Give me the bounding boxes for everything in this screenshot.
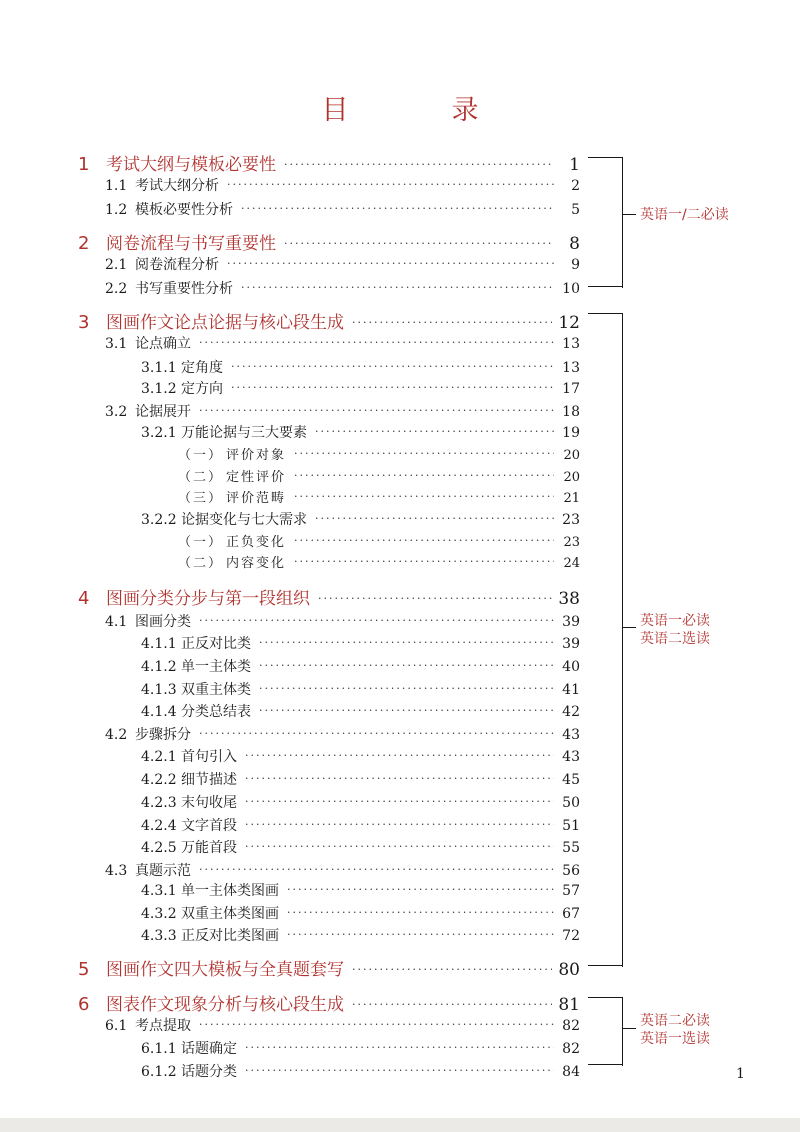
toc-leader-dots <box>294 555 554 568</box>
toc-entry-page: 17 <box>562 381 580 397</box>
bracket-tick <box>622 1028 636 1029</box>
toc-entry-page: 18 <box>562 404 580 420</box>
toc-entry-page: 56 <box>562 863 580 879</box>
toc-entry-number: 1 <box>78 154 90 175</box>
toc-entry-number: 4.2.5 <box>141 840 177 856</box>
toc-entry <box>105 611 580 631</box>
toc-entry-page: 84 <box>562 1064 580 1080</box>
toc-entry-page: 45 <box>562 772 580 788</box>
toc-entry-page: 81 <box>558 995 580 1015</box>
toc-leader-dots <box>284 237 554 250</box>
toc-entry-number: 1.1 <box>105 178 128 194</box>
toc-leader-dots <box>287 928 554 941</box>
bracket-label-line: 英语二必读 <box>640 1013 710 1029</box>
toc-entry-number: 1.2 <box>105 202 128 218</box>
toc-entry-number: （三） <box>178 491 224 506</box>
bracket-connector <box>588 1064 622 1065</box>
toc-entry-title: 图画作文四大模板与全真题套写 <box>106 960 344 980</box>
toc-entry-title: 书写重要性分析 <box>135 281 233 297</box>
toc-leader-dots <box>259 704 554 717</box>
toc-entry <box>141 925 580 945</box>
toc-entry <box>141 679 580 699</box>
toc-entry-title: 单一主体类图画 <box>181 883 279 899</box>
toc-entry-title: 单一主体类 <box>181 659 251 675</box>
toc-entry <box>105 1015 580 1035</box>
toc-entry-page: 50 <box>562 795 580 811</box>
toc-entry <box>178 487 580 506</box>
toc-entry-page: 82 <box>562 1018 580 1034</box>
toc-entry-number: 3.2.1 <box>141 425 177 441</box>
toc-entry-page: 1 <box>569 155 580 175</box>
toc-entry-page: 23 <box>563 535 580 550</box>
bracket-tick <box>622 214 636 215</box>
toc-entry <box>141 880 580 900</box>
toc-entry-page: 57 <box>562 883 580 899</box>
toc-entry <box>141 1061 580 1081</box>
toc-entry-title: 考试大纲分析 <box>135 178 219 194</box>
toc-entry-title: 万能论据与三大要素 <box>181 425 307 441</box>
toc-leader-dots <box>294 447 554 460</box>
toc-leader-dots <box>294 534 554 547</box>
toc-leader-dots <box>245 818 554 831</box>
toc-entry-title: 定性评价 <box>226 470 287 485</box>
toc-entry-title: 万能首段 <box>181 840 237 856</box>
toc-entry-page: 72 <box>562 928 580 944</box>
toc-entry <box>141 378 580 398</box>
toc-entry-number: 2.2 <box>105 281 128 297</box>
toc-entry <box>78 584 580 609</box>
toc-leader-dots <box>287 883 554 896</box>
toc-leader-dots <box>245 795 554 808</box>
toc-leader-dots <box>352 998 552 1011</box>
toc-entry-number: 2.1 <box>105 257 128 273</box>
bracket-label-1 <box>640 206 729 224</box>
toc-entry <box>78 308 580 333</box>
toc-entry <box>105 401 580 421</box>
toc-entry-page: 2 <box>571 178 580 194</box>
toc-leader-dots <box>245 749 554 762</box>
toc-entry-page: 55 <box>562 840 580 856</box>
toc-entry <box>105 199 580 219</box>
toc-entry <box>105 333 580 353</box>
bracket-connector <box>588 313 622 314</box>
bracket-connector <box>588 157 622 158</box>
toc-entry-number: （二） <box>178 556 224 571</box>
toc-entry-number: （二） <box>178 470 224 485</box>
toc-entry-page: 12 <box>558 313 580 333</box>
toc-entry-number: 4.3.2 <box>141 906 177 922</box>
toc-entry-title: 细节描述 <box>181 772 237 788</box>
bracket-label-line: 英语二选读 <box>640 631 710 647</box>
toc-entry-title: 阅卷流程与书写重要性 <box>106 234 276 254</box>
toc-entry-number: 4.2.3 <box>141 795 177 811</box>
toc-leader-dots <box>315 512 554 525</box>
toc-entry-title: 文字首段 <box>181 818 237 834</box>
toc-entry-number: （一） <box>178 535 224 550</box>
toc-entry-number: 6.1.1 <box>141 1041 177 1057</box>
toc-entry-number: 3.2.2 <box>141 512 177 528</box>
toc-entry-title: 图画分类分步与第一段组织 <box>106 589 310 609</box>
toc-entry-title: 双重主体类图画 <box>181 906 279 922</box>
toc-entry-number: 6.1 <box>105 1018 128 1034</box>
toc-entry-page: 43 <box>562 749 580 765</box>
toc-entry-number: 3.2 <box>105 404 128 420</box>
toc-entry-number: 3.1.1 <box>141 360 177 376</box>
page-title: 目 录 <box>321 95 517 126</box>
bracket-connector <box>588 997 622 998</box>
toc-entry <box>141 422 580 442</box>
toc-leader-dots <box>294 469 554 482</box>
toc-entry-page: 41 <box>562 682 580 698</box>
toc-entry-title: 评价对象 <box>226 448 287 463</box>
toc-entry-page: 23 <box>562 512 580 528</box>
toc-entry-title: 分类总结表 <box>181 704 251 720</box>
toc-entry <box>105 175 580 195</box>
toc-entry-page: 51 <box>562 818 580 834</box>
toc-leader-dots <box>245 1064 554 1077</box>
bracket-label-2 <box>640 612 710 648</box>
toc-leader-dots <box>231 360 554 373</box>
toc-entry-number: 3 <box>78 312 90 333</box>
toc-entry <box>78 229 580 254</box>
toc-entry-title: 正反对比类图画 <box>181 928 279 944</box>
toc-entry-number: 4.3 <box>105 863 128 879</box>
toc-entry-page: 19 <box>562 425 580 441</box>
toc-entry-title: 考试大纲与模板必要性 <box>106 155 276 175</box>
toc-entry-title: 评价范畴 <box>226 491 287 506</box>
toc-entry-title: 真题示范 <box>135 863 191 879</box>
toc-entry <box>141 656 580 676</box>
toc-entry <box>141 746 580 766</box>
toc-entry-page: 24 <box>563 556 580 571</box>
toc-entry-number: 5 <box>78 959 90 980</box>
toc-entry-title: 图表作文现象分析与核心段生成 <box>106 995 344 1015</box>
toc-entry <box>141 633 580 653</box>
toc-entry <box>78 955 580 980</box>
toc-entry-title: 模板必要性分析 <box>135 202 233 218</box>
bracket-line-2 <box>622 313 623 967</box>
toc-entry-number: 4.1.1 <box>141 636 177 652</box>
toc-entry-number: 4.2.1 <box>141 749 177 765</box>
toc-entry <box>178 466 580 485</box>
toc-leader-dots <box>199 614 554 627</box>
toc-entry <box>78 990 580 1015</box>
toc-entry-number: 3.1.2 <box>141 381 177 397</box>
page-edge <box>0 1118 800 1132</box>
toc-entry <box>141 903 580 923</box>
toc-leader-dots <box>259 636 554 649</box>
toc-entry <box>105 254 580 274</box>
toc-entry-page: 13 <box>562 336 580 352</box>
toc-entry-number: 3.1 <box>105 336 128 352</box>
toc-entry-number: 4.2.2 <box>141 772 177 788</box>
toc-entry-title: 双重主体类 <box>181 682 251 698</box>
toc-leader-dots <box>241 202 554 215</box>
toc-leader-dots <box>199 727 554 740</box>
toc-entry-page: 82 <box>562 1041 580 1057</box>
toc-leader-dots <box>352 963 552 976</box>
toc-leader-dots <box>294 490 554 503</box>
toc-leader-dots <box>199 1018 554 1031</box>
toc-entry-title: 内容变化 <box>226 556 287 571</box>
bracket-connector <box>588 286 622 287</box>
toc-entry <box>105 278 580 298</box>
bracket-line-3 <box>622 997 623 1066</box>
toc-leader-dots <box>231 381 554 394</box>
toc-entry <box>178 531 580 550</box>
bracket-label-3 <box>640 1012 710 1048</box>
toc-entry-title: 阅卷流程分析 <box>135 257 219 273</box>
toc-entry-title: 步骤拆分 <box>135 727 191 743</box>
toc-entry <box>178 552 580 571</box>
toc-entry-title: 定角度 <box>181 360 223 376</box>
toc-entry-page: 13 <box>562 360 580 376</box>
toc-entry-page: 21 <box>563 491 580 506</box>
toc-entry <box>141 509 580 529</box>
toc-entry-page: 42 <box>562 704 580 720</box>
toc-entry-number: 4.1.3 <box>141 682 177 698</box>
toc-entry-title: 考点提取 <box>135 1018 191 1034</box>
toc-entry-title: 定方向 <box>181 381 223 397</box>
toc-entry-number: 4.1.4 <box>141 704 177 720</box>
toc-entry-page: 39 <box>562 614 580 630</box>
toc-entry-title: 论据展开 <box>135 404 191 420</box>
toc-entry <box>141 792 580 812</box>
toc-entry-title: 话题确定 <box>181 1041 237 1057</box>
toc-entry <box>141 357 580 377</box>
toc-entry-page: 5 <box>571 202 580 218</box>
toc-entry-title: 末句收尾 <box>181 795 237 811</box>
toc-entry-page: 10 <box>562 281 580 297</box>
toc-entry-number: 6.1.2 <box>141 1064 177 1080</box>
toc-leader-dots <box>199 863 554 876</box>
toc-leader-dots <box>227 178 554 191</box>
toc-entry <box>178 444 580 463</box>
toc-entry-page: 9 <box>571 257 580 273</box>
toc-entry-title: 论点确立 <box>135 336 191 352</box>
page-number: 1 <box>736 1066 745 1082</box>
toc-entry-page: 67 <box>562 906 580 922</box>
bracket-tick <box>622 627 636 628</box>
toc-entry-number: （一） <box>178 448 224 463</box>
toc-entry-page: 20 <box>563 470 580 485</box>
toc-leader-dots <box>245 772 554 785</box>
toc-leader-dots <box>284 158 554 171</box>
toc-leader-dots <box>259 659 554 672</box>
toc-entry-title: 首句引入 <box>181 749 237 765</box>
bracket-label-line: 英语一选读 <box>640 1031 710 1047</box>
toc-entry <box>105 860 580 880</box>
toc-entry-title: 论据变化与七大需求 <box>181 512 307 528</box>
toc-entry-title: 话题分类 <box>181 1064 237 1080</box>
toc-leader-dots <box>352 316 552 329</box>
toc-entry <box>141 769 580 789</box>
toc-entry-number: 4.1 <box>105 614 128 630</box>
toc-leader-dots <box>227 257 554 270</box>
bracket-label-line: 英语一必读 <box>640 613 710 629</box>
toc-entry-number: 4.2.4 <box>141 818 177 834</box>
toc-entry-number: 4.1.2 <box>141 659 177 675</box>
toc-entry <box>141 1038 580 1058</box>
bracket-line-1 <box>622 157 623 288</box>
toc-leader-dots <box>318 592 552 605</box>
bracket-label-line: 英语一/二必读 <box>640 207 729 223</box>
toc-leader-dots <box>287 906 554 919</box>
toc-entry-title: 图画作文论点论据与核心段生成 <box>106 313 344 333</box>
toc-leader-dots <box>245 840 554 853</box>
toc-entry-number: 4 <box>78 588 90 609</box>
toc-entry-number: 4.3.3 <box>141 928 177 944</box>
toc-entry-page: 20 <box>563 448 580 463</box>
toc-entry <box>141 701 580 721</box>
toc-entry-title: 正反对比类 <box>181 636 251 652</box>
toc-entry <box>105 724 580 744</box>
toc-entry <box>78 150 580 175</box>
toc-entry-page: 43 <box>562 727 580 743</box>
toc-entry-page: 80 <box>558 960 580 980</box>
toc-entry-page: 8 <box>569 234 580 254</box>
toc-entry-number: 4.2 <box>105 727 128 743</box>
toc-leader-dots <box>245 1041 554 1054</box>
toc-entry-number: 6 <box>78 994 90 1015</box>
toc-entry-title: 正负变化 <box>226 535 287 550</box>
toc-entry-number: 2 <box>78 233 90 254</box>
toc-entry-page: 38 <box>558 589 580 609</box>
toc-leader-dots <box>199 336 554 349</box>
toc-leader-dots <box>259 682 554 695</box>
toc-entry <box>141 815 580 835</box>
toc-leader-dots <box>241 281 554 294</box>
bracket-connector <box>588 965 622 966</box>
toc-leader-dots <box>315 425 554 438</box>
toc-entry-page: 39 <box>562 636 580 652</box>
toc-entry-title: 图画分类 <box>135 614 191 630</box>
toc-entry <box>141 837 580 857</box>
toc-leader-dots <box>199 404 554 417</box>
toc-entry-page: 40 <box>562 659 580 675</box>
toc-entry-number: 4.3.1 <box>141 883 177 899</box>
